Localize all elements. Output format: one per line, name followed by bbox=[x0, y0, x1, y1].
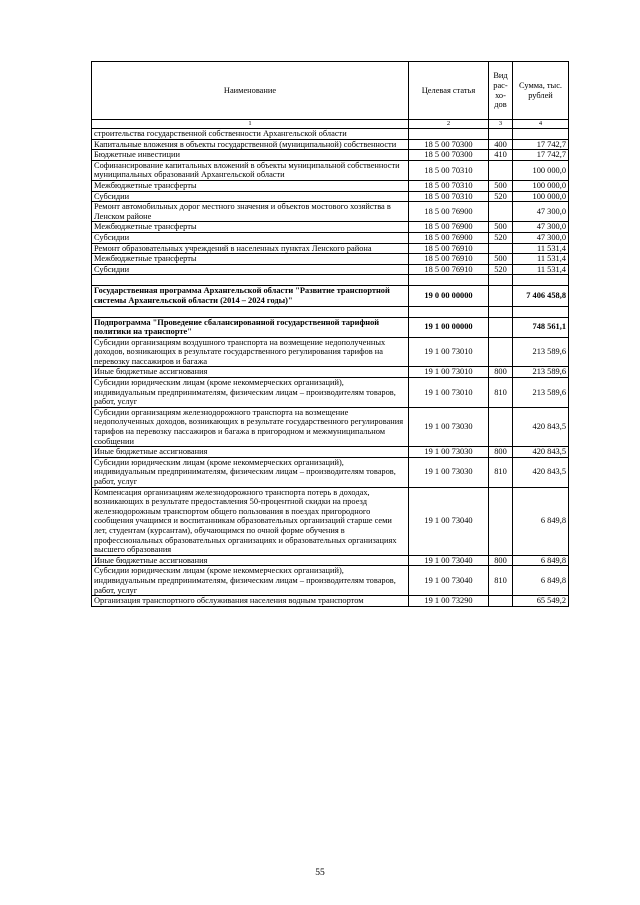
column-number: 2 bbox=[409, 120, 489, 129]
row-expense-type: 800 bbox=[489, 447, 513, 458]
row-expense-type: 410 bbox=[489, 150, 513, 161]
row-expense-type: 810 bbox=[489, 457, 513, 487]
row-name: Субсидии юридическим лицам (кроме некоммерческих организаций), индивидуальным предпринимателям, физическим лицам – производителям товаров, работ, услуг bbox=[92, 457, 409, 487]
row-target-code: 19 1 00 73030 bbox=[409, 407, 489, 446]
row-expense-type bbox=[489, 286, 513, 306]
row-amount: 17 742,7 bbox=[513, 139, 569, 150]
row-name: Субсидии юридическим лицам (кроме некоммерческих организаций), индивидуальным предпринимателям, физическим лицам – производителям товаров, работ, услуг bbox=[92, 566, 409, 596]
row-name: Софинансирование капитальных вложений в объекты муниципальной собственности муниципальных образований Архангельской области bbox=[92, 160, 409, 180]
table-row bbox=[92, 264, 569, 275]
row-expense-type: 520 bbox=[489, 191, 513, 202]
table-row bbox=[92, 160, 569, 180]
row-expense-type bbox=[489, 243, 513, 254]
row-amount: 11 531,4 bbox=[513, 243, 569, 254]
row-expense-type bbox=[489, 487, 513, 555]
table-row bbox=[92, 317, 569, 337]
table-row bbox=[92, 367, 569, 378]
table-row bbox=[92, 139, 569, 150]
table-row bbox=[92, 275, 569, 286]
row-name: строительства государственной собственности Архангельской области bbox=[92, 129, 409, 140]
row-expense-type bbox=[489, 129, 513, 140]
row-name: Ремонт образовательных учреждений в населенных пунктах Ленского района bbox=[92, 243, 409, 254]
row-target-code: 19 1 00 73010 bbox=[409, 378, 489, 408]
row-amount: 11 531,4 bbox=[513, 254, 569, 265]
header-type: Вид рас-хо-дов bbox=[489, 62, 513, 120]
table-row bbox=[92, 487, 569, 555]
row-expense-type bbox=[489, 317, 513, 337]
row-target-code: 18 5 00 76910 bbox=[409, 243, 489, 254]
row-target-code: 19 1 00 73010 bbox=[409, 337, 489, 367]
row-amount: 213 589,6 bbox=[513, 367, 569, 378]
table-body bbox=[92, 129, 569, 607]
row-expense-type: 400 bbox=[489, 139, 513, 150]
row-expense-type: 500 bbox=[489, 222, 513, 233]
row-amount: 213 589,6 bbox=[513, 378, 569, 408]
budget-table-sheet bbox=[91, 61, 566, 607]
row-target-code bbox=[409, 129, 489, 140]
table-row bbox=[92, 150, 569, 161]
row-amount: 65 549,2 bbox=[513, 596, 569, 607]
header-code: Целевая статья bbox=[409, 62, 489, 120]
row-name: Субсидии bbox=[92, 232, 409, 243]
row-amount: 100 000,0 bbox=[513, 160, 569, 180]
row-target-code: 19 1 00 73040 bbox=[409, 566, 489, 596]
header-row bbox=[92, 62, 569, 120]
row-name: Межбюджетные трансферты bbox=[92, 254, 409, 265]
row-amount: 47 300,0 bbox=[513, 232, 569, 243]
header-sum: Сумма, тыс. рублей bbox=[513, 62, 569, 120]
table-row bbox=[92, 191, 569, 202]
row-expense-type bbox=[489, 407, 513, 446]
row-amount: 11 531,4 bbox=[513, 264, 569, 275]
row-expense-type bbox=[489, 202, 513, 222]
row-expense-type bbox=[489, 596, 513, 607]
row-expense-type: 520 bbox=[489, 232, 513, 243]
page-number: 55 bbox=[315, 868, 325, 878]
row-target-code: 18 5 00 70300 bbox=[409, 150, 489, 161]
row-name: Межбюджетные трансферты bbox=[92, 180, 409, 191]
row-target-code bbox=[409, 275, 489, 286]
row-target-code: 19 1 00 73010 bbox=[409, 367, 489, 378]
column-number-row bbox=[92, 120, 569, 129]
row-expense-type bbox=[489, 275, 513, 286]
row-expense-type: 810 bbox=[489, 378, 513, 408]
row-target-code: 18 5 00 76900 bbox=[409, 232, 489, 243]
row-name: Бюджетные инвестиции bbox=[92, 150, 409, 161]
column-number: 4 bbox=[513, 120, 569, 129]
table-row bbox=[92, 243, 569, 254]
table-row bbox=[92, 222, 569, 233]
row-amount: 420 843,5 bbox=[513, 457, 569, 487]
table-row bbox=[92, 286, 569, 306]
row-name: Межбюджетные трансферты bbox=[92, 222, 409, 233]
row-expense-type: 800 bbox=[489, 555, 513, 566]
row-target-code: 18 5 00 70310 bbox=[409, 160, 489, 180]
table-row bbox=[92, 407, 569, 446]
row-name: Иные бюджетные ассигнования bbox=[92, 447, 409, 458]
table-row bbox=[92, 555, 569, 566]
row-name: Субсидии организациям железнодорожного транспорта на возмещение недополученных доходов, возникающих в результате государственного регулирования тарифов на перевозку пассажиров и багажа в пригородном и межмуниципальном сообщении bbox=[92, 407, 409, 446]
row-name: Субсидии организациям воздушного транспорта на возмещение недополученных доходов, возникающих в результате государственного регулирования тарифов на перевозку пассажиров и багажа bbox=[92, 337, 409, 367]
row-amount: 47 300,0 bbox=[513, 202, 569, 222]
row-name: Подпрограмма "Проведение сбалансированной государственной тарифной политики на транспорте" bbox=[92, 317, 409, 337]
row-name: Организация транспортного обслуживания населения водным транспортом bbox=[92, 596, 409, 607]
table-row bbox=[92, 566, 569, 596]
table-row bbox=[92, 306, 569, 317]
row-target-code: 19 1 00 73040 bbox=[409, 555, 489, 566]
table-row bbox=[92, 202, 569, 222]
row-expense-type bbox=[489, 306, 513, 317]
row-target-code: 18 5 00 76910 bbox=[409, 264, 489, 275]
row-name: Иные бюджетные ассигнования bbox=[92, 367, 409, 378]
row-amount bbox=[513, 275, 569, 286]
table-row bbox=[92, 457, 569, 487]
row-name: Государственная программа Архангельской области "Развитие транспортной системы Архангельской области (2014 – 2024 годы)" bbox=[92, 286, 409, 306]
row-amount: 100 000,0 bbox=[513, 191, 569, 202]
row-amount bbox=[513, 129, 569, 140]
row-name: Субсидии bbox=[92, 191, 409, 202]
row-target-code: 19 0 00 00000 bbox=[409, 286, 489, 306]
row-expense-type bbox=[489, 337, 513, 367]
header-name: Наименование bbox=[92, 62, 409, 120]
table-row bbox=[92, 232, 569, 243]
row-target-code: 18 5 00 76900 bbox=[409, 222, 489, 233]
table-row bbox=[92, 378, 569, 408]
row-name: Иные бюджетные ассигнования bbox=[92, 555, 409, 566]
row-target-code: 19 1 00 00000 bbox=[409, 317, 489, 337]
row-amount: 6 849,8 bbox=[513, 487, 569, 555]
row-amount: 213 589,6 bbox=[513, 337, 569, 367]
row-name bbox=[92, 275, 409, 286]
row-target-code: 19 1 00 73030 bbox=[409, 457, 489, 487]
column-number: 1 bbox=[92, 120, 409, 129]
row-name: Субсидии юридическим лицам (кроме некоммерческих организаций), индивидуальным предпринимателям, физическим лицам – производителям товаров, работ, услуг bbox=[92, 378, 409, 408]
row-name: Ремонт автомобильных дорог местного значения и объектов мостового хозяйства в Ленском районе bbox=[92, 202, 409, 222]
row-expense-type: 810 bbox=[489, 566, 513, 596]
row-expense-type: 520 bbox=[489, 264, 513, 275]
row-target-code: 18 5 00 76900 bbox=[409, 202, 489, 222]
row-target-code: 19 1 00 73290 bbox=[409, 596, 489, 607]
row-expense-type: 500 bbox=[489, 254, 513, 265]
row-expense-type: 800 bbox=[489, 367, 513, 378]
row-amount: 100 000,0 bbox=[513, 180, 569, 191]
row-target-code: 18 5 00 76910 bbox=[409, 254, 489, 265]
row-name bbox=[92, 306, 409, 317]
table-row bbox=[92, 337, 569, 367]
table-row bbox=[92, 129, 569, 140]
row-amount bbox=[513, 306, 569, 317]
row-name: Капитальные вложения в объекты государственной (муниципальной) собственности bbox=[92, 139, 409, 150]
row-amount: 6 849,8 bbox=[513, 566, 569, 596]
row-target-code bbox=[409, 306, 489, 317]
column-number: 3 bbox=[489, 120, 513, 129]
row-amount: 420 843,5 bbox=[513, 447, 569, 458]
row-amount: 17 742,7 bbox=[513, 150, 569, 161]
table-row bbox=[92, 596, 569, 607]
budget-table bbox=[91, 61, 569, 607]
row-amount: 420 843,5 bbox=[513, 407, 569, 446]
row-expense-type: 500 bbox=[489, 180, 513, 191]
row-target-code: 19 1 00 73030 bbox=[409, 447, 489, 458]
row-amount: 748 561,1 bbox=[513, 317, 569, 337]
row-name: Компенсация организациям железнодорожного транспорта потерь в доходах, возникающих в результате предоставления 50-процентной скидки на проезд железнодорожным транспортом общего пользования в поездах пригородного сообщения учащимся и воспитанникам образовательных организаций старше семи лет, студентам (курсантам), обучающимся по очной форме обучения в профессиональных образовательных организациях и образовательных организациях высшего образования bbox=[92, 487, 409, 555]
row-amount: 7 406 458,8 bbox=[513, 286, 569, 306]
row-target-code: 18 5 00 70310 bbox=[409, 180, 489, 191]
row-expense-type bbox=[489, 160, 513, 180]
row-name: Субсидии bbox=[92, 264, 409, 275]
row-amount: 6 849,8 bbox=[513, 555, 569, 566]
table-row bbox=[92, 180, 569, 191]
row-target-code: 19 1 00 73040 bbox=[409, 487, 489, 555]
row-target-code: 18 5 00 70310 bbox=[409, 191, 489, 202]
table-row bbox=[92, 447, 569, 458]
row-amount: 47 300,0 bbox=[513, 222, 569, 233]
table-row bbox=[92, 254, 569, 265]
row-target-code: 18 5 00 70300 bbox=[409, 139, 489, 150]
